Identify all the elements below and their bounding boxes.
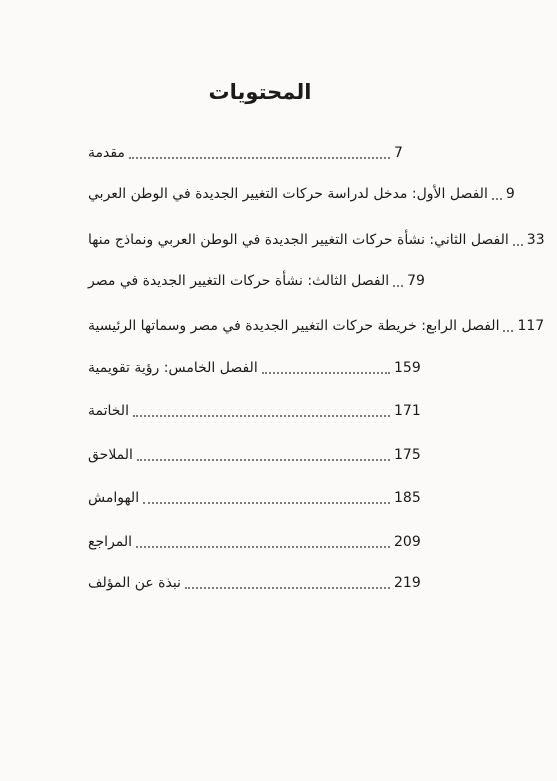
toc-entry	[88, 485, 424, 511]
toc-entry	[88, 529, 424, 555]
toc-entry-label: المراجع	[88, 534, 132, 550]
toc-entry-page: 33	[526, 232, 545, 248]
toc-entry-page: 9	[505, 186, 515, 202]
toc-entry-label: الفصل الثاني: نشأة حركات التغيير الجديدة في الوطن العربي ونماذج منها	[88, 232, 509, 248]
toc-entry-page: 171	[394, 403, 421, 419]
toc-entry-label: مقدمة	[88, 145, 125, 161]
toc-title: المحتويات	[208, 80, 312, 104]
toc-entry	[88, 398, 424, 424]
toc-leader-dots	[262, 371, 390, 374]
toc-entry-page: 117	[517, 318, 545, 334]
toc-leader-dots	[492, 197, 502, 200]
toc-entry-page: 79	[407, 273, 425, 289]
toc-entry-page: 175	[394, 447, 421, 463]
toc-entry-label: الهوامش	[88, 490, 140, 506]
toc-leader-dots	[129, 156, 390, 159]
toc-entry-page: 209	[394, 534, 421, 550]
toc-entry-label: الملاحق	[88, 447, 133, 463]
toc-entry	[88, 268, 424, 294]
toc-entry-page: 7	[394, 145, 403, 161]
toc-entry-label: نبذة عن المؤلف	[88, 575, 181, 591]
toc-entry-label: الخاتمة	[88, 403, 129, 419]
toc-leader-dots	[136, 545, 390, 548]
toc-entry-label: الفصل الرابع: خريطة حركات التغيير الجديدة في مصر وسماتها الرئيسية	[88, 318, 500, 334]
toc-leader-dots	[513, 243, 523, 246]
toc-entry-page: 219	[394, 575, 421, 591]
toc-entry	[88, 181, 515, 207]
toc-leader-dots	[393, 284, 403, 287]
toc-entry	[88, 442, 424, 468]
toc-leader-dots	[137, 458, 390, 461]
toc-entry	[88, 570, 424, 596]
toc-entry-page: 185	[394, 490, 421, 506]
toc-entry-label: الفصل الخامس: رؤية تقويمية	[88, 360, 258, 376]
toc-entry	[88, 355, 424, 381]
toc-leader-dots	[185, 586, 390, 589]
toc-entry	[88, 313, 545, 339]
toc-entry	[88, 227, 545, 253]
toc-leader-dots	[503, 329, 513, 332]
toc-leader-dots	[133, 414, 390, 417]
toc-entry-page: 159	[394, 360, 421, 376]
toc-leader-dots	[143, 501, 390, 504]
toc-entry-label: الفصل الثالث: نشأة حركات التغيير الجديدة في مصر	[88, 273, 390, 289]
toc-entry-label: الفصل الأول: مدخل لدراسة حركات التغيير الجديدة في الوطن العربي	[88, 186, 488, 202]
toc-entry	[88, 140, 424, 166]
